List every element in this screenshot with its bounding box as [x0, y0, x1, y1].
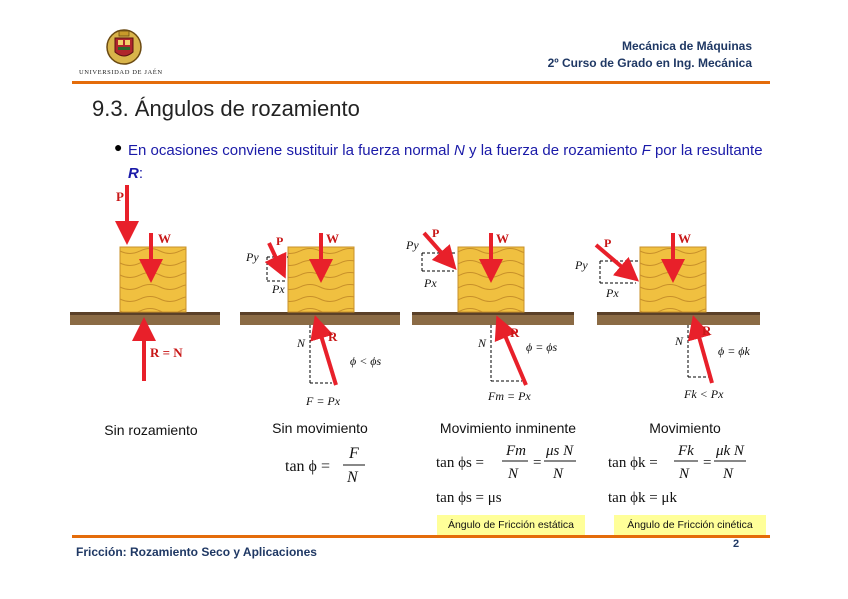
bullet-part4: : — [138, 165, 144, 182]
bullet-text — [128, 139, 768, 185]
panel-no-motion — [240, 231, 400, 408]
label-n: N — [675, 334, 684, 348]
caption-no-motion: Sin movimiento — [272, 420, 368, 436]
formula-lhs: tan ϕs = — [436, 455, 485, 471]
bullet-part2: y la fuerza de rozamiento — [469, 142, 638, 159]
panel-impending-motion — [405, 226, 574, 403]
label-r: R — [510, 325, 520, 340]
label-px: Px — [424, 276, 437, 290]
label-f: F = Px — [306, 394, 341, 408]
caption-no-friction: Sin rozamiento — [104, 422, 198, 438]
university-logo — [104, 26, 144, 68]
formula-num1: Fk — [678, 443, 694, 459]
header-divider — [72, 81, 770, 84]
bullet-part3: por la resultante — [654, 142, 763, 159]
label-w: W — [158, 231, 171, 246]
panel-motion — [574, 231, 760, 401]
course-subtitle: 2º Curso de Grado en Ing. Mecánica — [547, 56, 752, 70]
bullet-r: R — [128, 165, 139, 182]
label-angle: ϕ = ϕs — [526, 340, 558, 354]
formula-num2: μs N — [546, 443, 574, 459]
footer-divider — [72, 535, 770, 538]
label-f: Fm = Px — [488, 389, 531, 403]
formula-den1: N — [679, 466, 690, 482]
course-title: Mecánica de Máquinas — [621, 39, 752, 53]
bullet-part1: En ocasiones conviene sustituir la fuerza normal — [128, 142, 450, 159]
label-p: P — [116, 189, 124, 204]
badge-kinetic-friction-angle: Ángulo de Fricción cinética — [614, 515, 766, 535]
formula-num2: μk N — [716, 443, 744, 459]
slide-title: 9.3. Ángulos de rozamiento — [92, 96, 360, 121]
label-py: Py — [406, 238, 419, 252]
page-number: 2 — [733, 538, 740, 550]
formula-mu: tan ϕs = μs — [436, 490, 502, 506]
formula-no-motion — [285, 442, 375, 488]
label-angle: ϕ < ϕs — [350, 354, 382, 368]
footer-text: Fricción: Rozamiento Seco y Aplicaciones — [76, 545, 317, 559]
caption-impending-motion: Movimiento inminente — [439, 420, 577, 436]
label-r: R — [702, 323, 712, 338]
formula-impending — [436, 440, 596, 512]
bullet-f: F — [641, 142, 651, 159]
label-px: Px — [606, 286, 619, 300]
label-py: Py — [246, 250, 259, 264]
label-p: P — [604, 236, 612, 250]
formula-den2: N — [553, 466, 564, 482]
friction-diagrams — [60, 185, 780, 415]
university-name: UNIVERSIDAD DE JAÉN — [79, 69, 163, 76]
label-n: N — [478, 336, 487, 350]
bullet-icon: ● — [114, 139, 123, 155]
panel-no-friction — [70, 185, 220, 381]
bullet-n: N — [454, 142, 465, 159]
label-f: Fk < Px — [684, 387, 724, 401]
formula-motion — [608, 440, 768, 512]
label-w: W — [496, 231, 509, 246]
formula-lhs: tan ϕk = — [608, 455, 658, 471]
formula-eq: = — [533, 455, 542, 471]
label-p: P — [432, 226, 440, 240]
label-p: P — [276, 234, 284, 248]
formula-num: F — [349, 445, 359, 462]
label-w: W — [326, 231, 339, 246]
label-w: W — [678, 231, 691, 246]
badge-static-friction-angle: Ángulo de Fricción estática — [437, 515, 585, 535]
label-px: Px — [272, 282, 285, 296]
label-angle: ϕ = ϕk — [718, 344, 750, 358]
formula-mu: tan ϕk = μk — [608, 490, 677, 506]
caption-motion: Movimiento — [649, 420, 721, 436]
formula-eq: = — [703, 455, 712, 471]
label-py: Py — [575, 258, 588, 272]
label-n: N — [297, 336, 306, 350]
force-p-arrow — [596, 245, 636, 279]
label-r: R — [328, 329, 338, 344]
formula-den: N — [347, 469, 358, 486]
formula-den1: N — [508, 466, 519, 482]
formula-lhs: tan ϕ = — [285, 458, 330, 475]
formula-den2: N — [723, 466, 734, 482]
label-rn: R = N — [150, 345, 183, 360]
formula-num1: Fm — [506, 443, 526, 459]
